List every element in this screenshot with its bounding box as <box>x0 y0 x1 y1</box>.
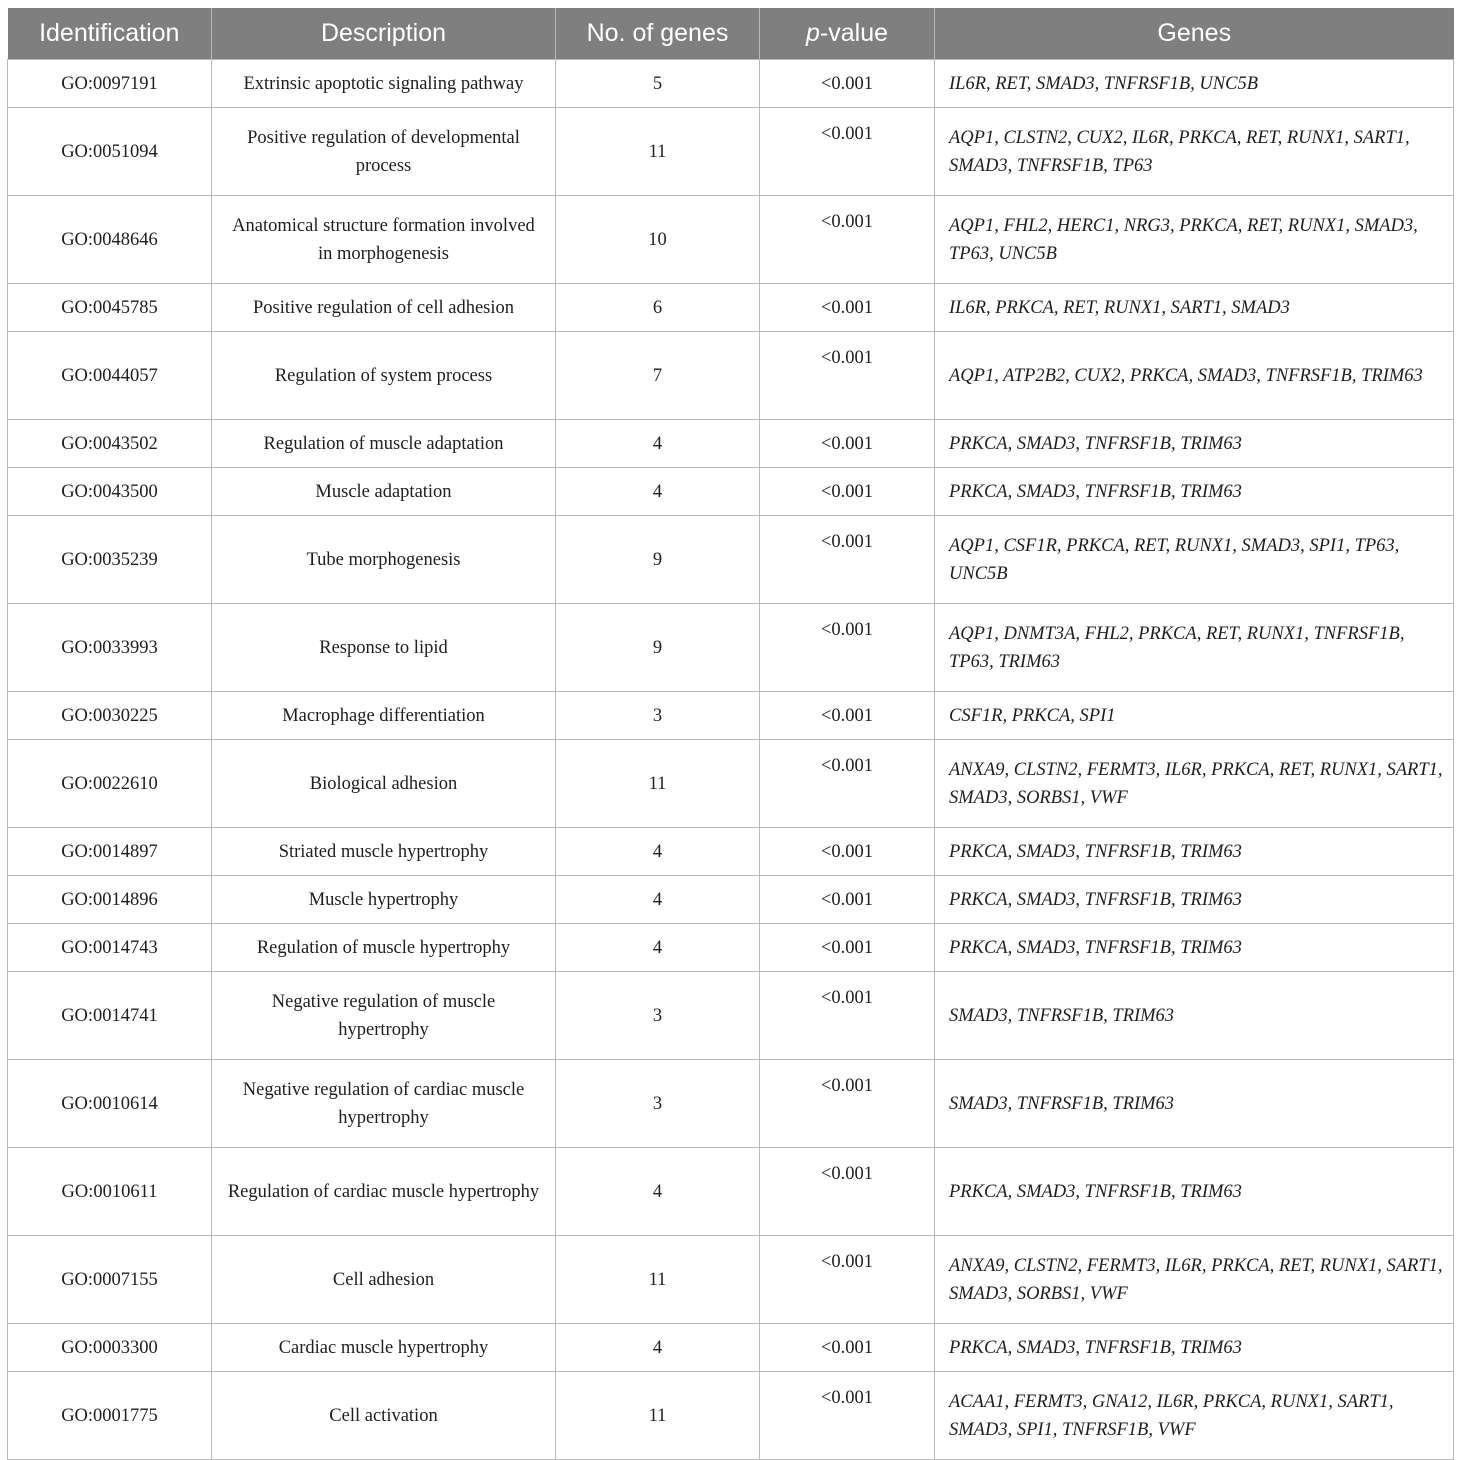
description-cell: Striated muscle hypertrophy <box>212 828 556 876</box>
go-enrichment-table-container <box>7 8 1453 1460</box>
genes-cell: AQP1, ATP2B2, CUX2, PRKCA, SMAD3, TNFRSF1B, TRIM63 <box>935 332 1454 420</box>
num-genes-cell: 7 <box>556 332 760 420</box>
header-pvalue-italic: p <box>806 19 820 47</box>
description-cell: Muscle adaptation <box>212 468 556 516</box>
description-cell: Biological adhesion <box>212 740 556 828</box>
table-row <box>8 876 1454 924</box>
num-genes-cell: 9 <box>556 516 760 604</box>
pvalue-cell: <0.001 <box>760 1236 935 1324</box>
num-genes-cell: 4 <box>556 876 760 924</box>
num-genes-cell: 6 <box>556 284 760 332</box>
description-cell: Regulation of system process <box>212 332 556 420</box>
go-id-cell: GO:0033993 <box>8 604 212 692</box>
pvalue-cell: <0.001 <box>760 1148 935 1236</box>
header-genes: Genes <box>935 8 1454 60</box>
header-identification: Identification <box>8 8 212 60</box>
num-genes-cell: 4 <box>556 828 760 876</box>
header-pvalue <box>760 8 935 60</box>
description-cell: Cardiac muscle hypertrophy <box>212 1324 556 1372</box>
go-id-cell: GO:0003300 <box>8 1324 212 1372</box>
num-genes-cell: 4 <box>556 468 760 516</box>
table-row <box>8 60 1454 108</box>
description-cell: Tube morphogenesis <box>212 516 556 604</box>
go-id-cell: GO:0051094 <box>8 108 212 196</box>
num-genes-cell: 4 <box>556 1148 760 1236</box>
table-row <box>8 284 1454 332</box>
num-genes-cell: 10 <box>556 196 760 284</box>
num-genes-cell: 11 <box>556 1236 760 1324</box>
header-num-genes: No. of genes <box>556 8 760 60</box>
go-enrichment-table <box>7 8 1454 1460</box>
go-id-cell: GO:0035239 <box>8 516 212 604</box>
description-cell: Negative regulation of muscle hypertrophy <box>212 972 556 1060</box>
go-id-cell: GO:0044057 <box>8 332 212 420</box>
num-genes-cell: 4 <box>556 420 760 468</box>
genes-cell: ANXA9, CLSTN2, FERMT3, IL6R, PRKCA, RET, RUNX1, SART1, SMAD3, SORBS1, VWF <box>935 740 1454 828</box>
description-cell: Response to lipid <box>212 604 556 692</box>
go-id-cell: GO:0001775 <box>8 1372 212 1460</box>
go-id-cell: GO:0014741 <box>8 972 212 1060</box>
go-id-cell: GO:0043502 <box>8 420 212 468</box>
table-row <box>8 468 1454 516</box>
pvalue-cell: <0.001 <box>760 1372 935 1460</box>
description-cell: Cell activation <box>212 1372 556 1460</box>
description-cell: Regulation of muscle adaptation <box>212 420 556 468</box>
header-row <box>8 8 1454 60</box>
pvalue-cell: <0.001 <box>760 924 935 972</box>
table-row <box>8 740 1454 828</box>
genes-cell: AQP1, CLSTN2, CUX2, IL6R, PRKCA, RET, RUNX1, SART1, SMAD3, TNFRSF1B, TP63 <box>935 108 1454 196</box>
header-pvalue-rest: -value <box>819 19 888 47</box>
num-genes-cell: 11 <box>556 108 760 196</box>
table-row <box>8 692 1454 740</box>
num-genes-cell: 9 <box>556 604 760 692</box>
genes-cell: PRKCA, SMAD3, TNFRSF1B, TRIM63 <box>935 420 1454 468</box>
table-row <box>8 1236 1454 1324</box>
table-row <box>8 1324 1454 1372</box>
go-id-cell: GO:0045785 <box>8 284 212 332</box>
table-row <box>8 196 1454 284</box>
go-id-cell: GO:0014743 <box>8 924 212 972</box>
genes-cell: PRKCA, SMAD3, TNFRSF1B, TRIM63 <box>935 924 1454 972</box>
genes-cell: PRKCA, SMAD3, TNFRSF1B, TRIM63 <box>935 828 1454 876</box>
num-genes-cell: 4 <box>556 1324 760 1372</box>
go-id-cell: GO:0043500 <box>8 468 212 516</box>
genes-cell: ACAA1, FERMT3, GNA12, IL6R, PRKCA, RUNX1, SART1, SMAD3, SPI1, TNFRSF1B, VWF <box>935 1372 1454 1460</box>
table-row <box>8 604 1454 692</box>
table-row <box>8 924 1454 972</box>
go-id-cell: GO:0007155 <box>8 1236 212 1324</box>
genes-cell: CSF1R, PRKCA, SPI1 <box>935 692 1454 740</box>
table-row <box>8 1060 1454 1148</box>
pvalue-cell: <0.001 <box>760 692 935 740</box>
table-row <box>8 828 1454 876</box>
go-id-cell: GO:0010611 <box>8 1148 212 1236</box>
description-cell: Negative regulation of cardiac muscle hypertrophy <box>212 1060 556 1148</box>
go-id-cell: GO:0010614 <box>8 1060 212 1148</box>
pvalue-cell: <0.001 <box>760 196 935 284</box>
num-genes-cell: 11 <box>556 1372 760 1460</box>
pvalue-cell: <0.001 <box>760 828 935 876</box>
pvalue-cell: <0.001 <box>760 516 935 604</box>
table-row <box>8 332 1454 420</box>
go-id-cell: GO:0014896 <box>8 876 212 924</box>
table-row <box>8 1148 1454 1236</box>
num-genes-cell: 11 <box>556 740 760 828</box>
pvalue-cell: <0.001 <box>760 604 935 692</box>
go-id-cell: GO:0022610 <box>8 740 212 828</box>
description-cell: Anatomical structure formation involved in morphogenesis <box>212 196 556 284</box>
genes-cell: AQP1, FHL2, HERC1, NRG3, PRKCA, RET, RUNX1, SMAD3, TP63, UNC5B <box>935 196 1454 284</box>
table-row <box>8 108 1454 196</box>
genes-cell: PRKCA, SMAD3, TNFRSF1B, TRIM63 <box>935 1148 1454 1236</box>
description-cell: Regulation of cardiac muscle hypertrophy <box>212 1148 556 1236</box>
genes-cell: AQP1, CSF1R, PRKCA, RET, RUNX1, SMAD3, SPI1, TP63, UNC5B <box>935 516 1454 604</box>
genes-cell: IL6R, RET, SMAD3, TNFRSF1B, UNC5B <box>935 60 1454 108</box>
genes-cell: ANXA9, CLSTN2, FERMT3, IL6R, PRKCA, RET, RUNX1, SART1, SMAD3, SORBS1, VWF <box>935 1236 1454 1324</box>
table-header <box>8 8 1454 60</box>
genes-cell: PRKCA, SMAD3, TNFRSF1B, TRIM63 <box>935 876 1454 924</box>
description-cell: Positive regulation of cell adhesion <box>212 284 556 332</box>
num-genes-cell: 3 <box>556 1060 760 1148</box>
table-row <box>8 972 1454 1060</box>
pvalue-cell: <0.001 <box>760 1324 935 1372</box>
pvalue-cell: <0.001 <box>760 284 935 332</box>
num-genes-cell: 5 <box>556 60 760 108</box>
table-row <box>8 1372 1454 1460</box>
genes-cell: IL6R, PRKCA, RET, RUNX1, SART1, SMAD3 <box>935 284 1454 332</box>
pvalue-cell: <0.001 <box>760 740 935 828</box>
genes-cell: AQP1, DNMT3A, FHL2, PRKCA, RET, RUNX1, TNFRSF1B, TP63, TRIM63 <box>935 604 1454 692</box>
go-id-cell: GO:0030225 <box>8 692 212 740</box>
genes-cell: PRKCA, SMAD3, TNFRSF1B, TRIM63 <box>935 468 1454 516</box>
description-cell: Positive regulation of developmental process <box>212 108 556 196</box>
table-row <box>8 420 1454 468</box>
go-id-cell: GO:0014897 <box>8 828 212 876</box>
pvalue-cell: <0.001 <box>760 972 935 1060</box>
go-id-cell: GO:0097191 <box>8 60 212 108</box>
table-body <box>8 60 1454 1460</box>
pvalue-cell: <0.001 <box>760 332 935 420</box>
genes-cell: SMAD3, TNFRSF1B, TRIM63 <box>935 1060 1454 1148</box>
description-cell: Macrophage differentiation <box>212 692 556 740</box>
pvalue-cell: <0.001 <box>760 60 935 108</box>
num-genes-cell: 3 <box>556 692 760 740</box>
genes-cell: SMAD3, TNFRSF1B, TRIM63 <box>935 972 1454 1060</box>
description-cell: Extrinsic apoptotic signaling pathway <box>212 60 556 108</box>
pvalue-cell: <0.001 <box>760 468 935 516</box>
go-id-cell: GO:0048646 <box>8 196 212 284</box>
description-cell: Regulation of muscle hypertrophy <box>212 924 556 972</box>
description-cell: Muscle hypertrophy <box>212 876 556 924</box>
pvalue-cell: <0.001 <box>760 420 935 468</box>
pvalue-cell: <0.001 <box>760 1060 935 1148</box>
table-row <box>8 516 1454 604</box>
pvalue-cell: <0.001 <box>760 876 935 924</box>
pvalue-cell: <0.001 <box>760 108 935 196</box>
num-genes-cell: 3 <box>556 972 760 1060</box>
num-genes-cell: 4 <box>556 924 760 972</box>
header-description: Description <box>212 8 556 60</box>
description-cell: Cell adhesion <box>212 1236 556 1324</box>
genes-cell: PRKCA, SMAD3, TNFRSF1B, TRIM63 <box>935 1324 1454 1372</box>
